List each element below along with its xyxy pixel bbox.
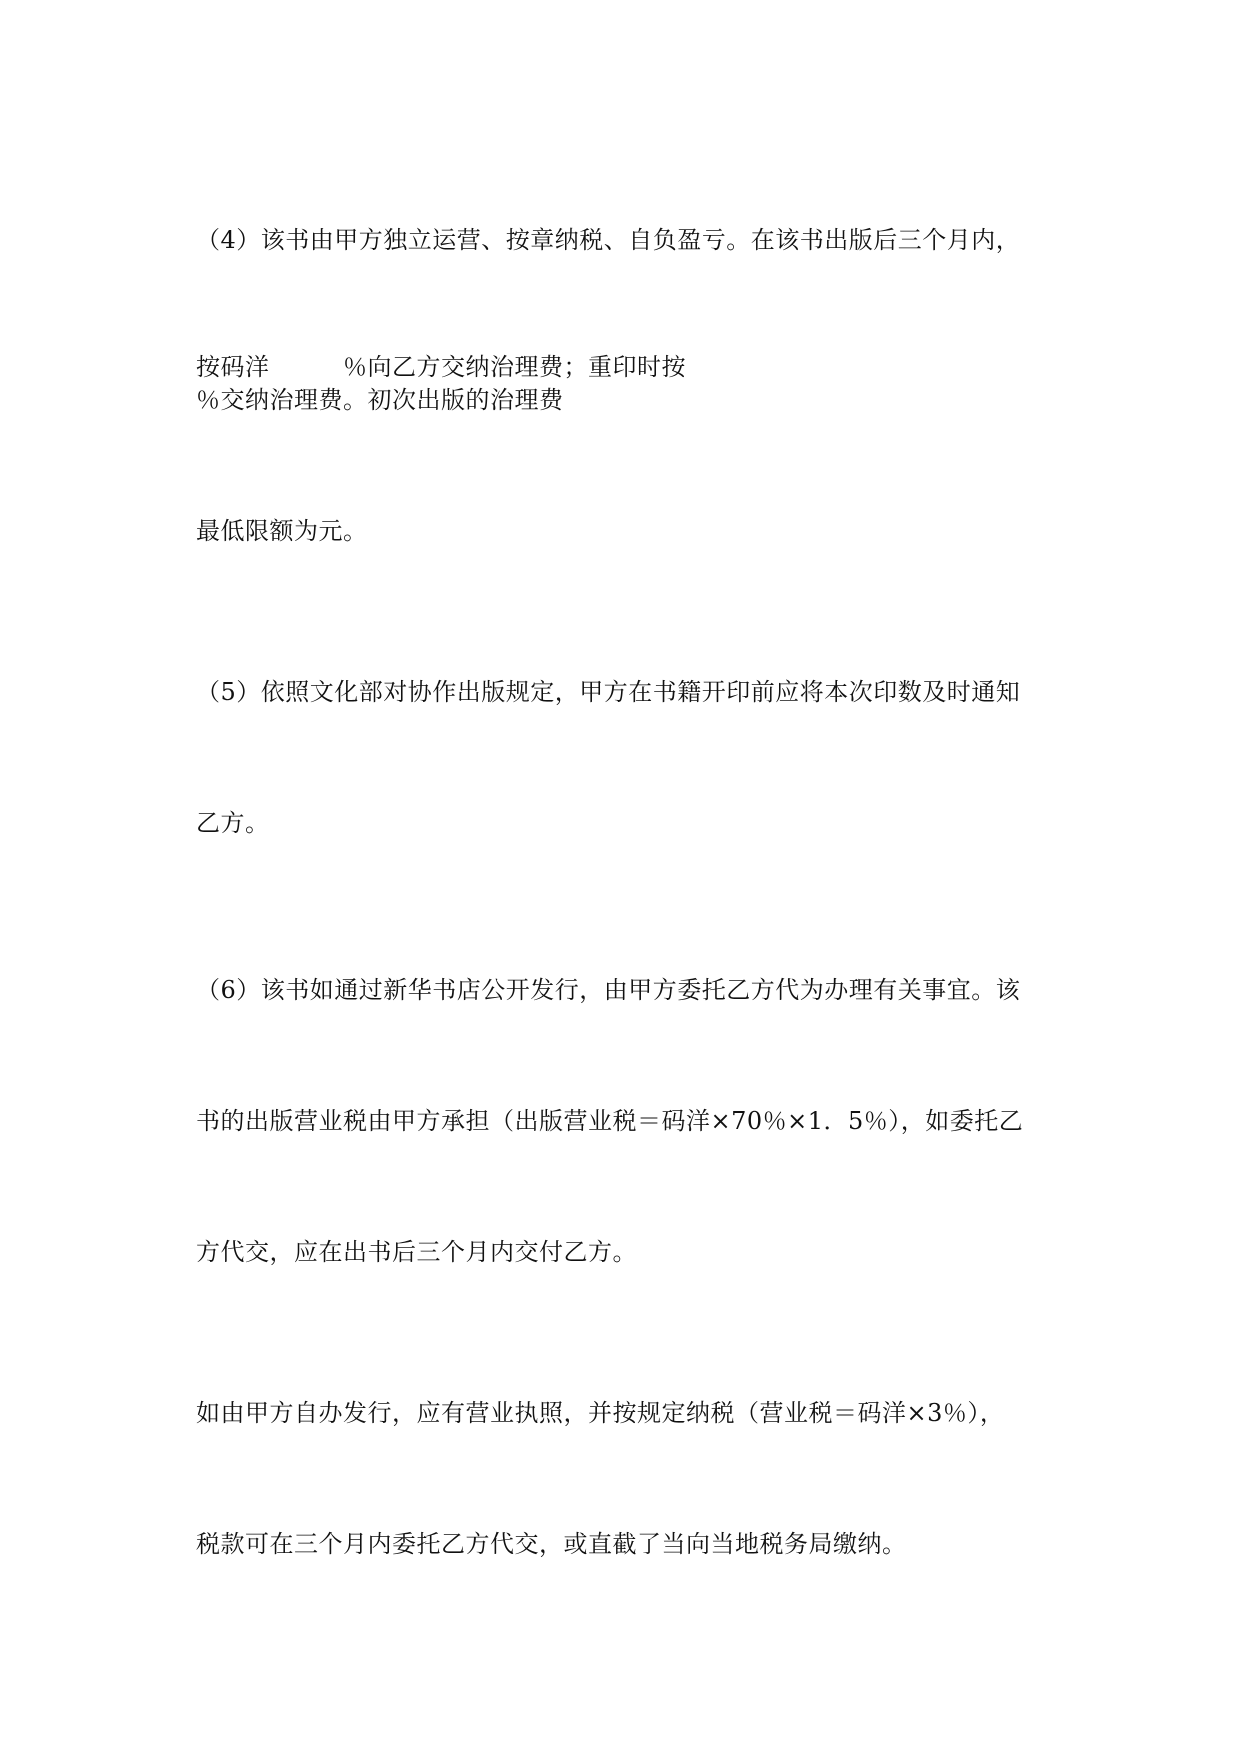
- clause-4-line-4: 最低限额为元。: [196, 517, 368, 545]
- clause-4-line-2: 按码洋 ％向乙方交纳治理费；重印时按: [196, 353, 686, 381]
- clause-5-line-1: （5）依照文化部对协作出版规定，甲方在书籍开印前应将本次印数及时通知: [196, 678, 1021, 706]
- clause-4-line-1: （4）该书由甲方独立运营、按章纳税、自负盈亏。在该书出版后三个月内，: [196, 226, 1021, 254]
- self-distribution-line-2: 税款可在三个月内委托乙方代交，或直截了当向当地税务局缴纳。: [196, 1530, 907, 1558]
- clause-5-line-2: 乙方。: [196, 809, 270, 837]
- self-distribution-line-1: 如由甲方自办发行，应有营业执照，并按规定纳税（营业税＝码洋×3％），: [196, 1399, 1005, 1427]
- clause-6-line-2: 书的出版营业税由甲方承担（出版营业税＝码洋×70％×1．5％），如委托乙: [196, 1107, 1024, 1135]
- clause-4-line-3: ％交纳治理费。初次出版的治理费: [196, 386, 564, 414]
- clause-6-line-1: （6）该书如通过新华书店公开发行，由甲方委托乙方代为办理有关事宜。该: [196, 976, 1021, 1004]
- clause-6-line-3: 方代交，应在出书后三个月内交付乙方。: [196, 1238, 637, 1266]
